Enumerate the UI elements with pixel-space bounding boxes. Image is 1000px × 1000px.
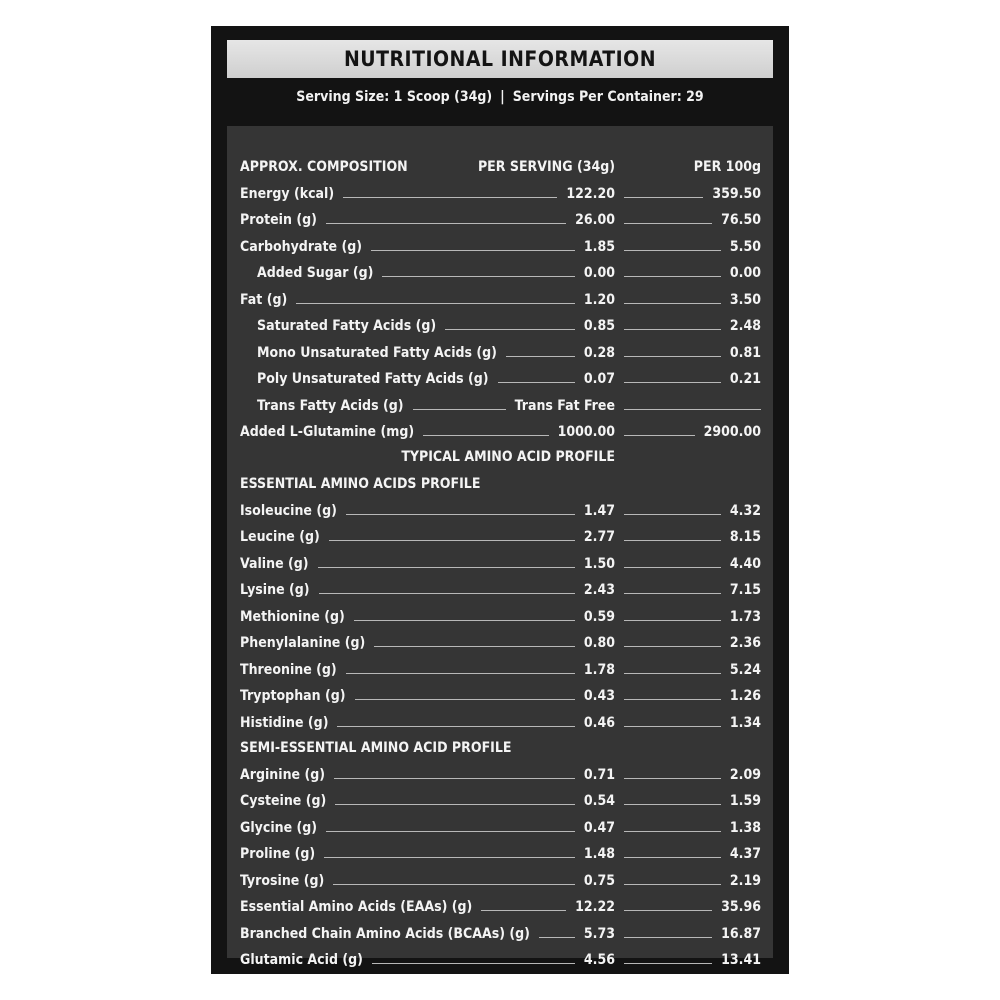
leader-line xyxy=(371,250,575,251)
per-serving-value: 0.07 xyxy=(583,371,615,388)
per-serving-value: 0.85 xyxy=(583,318,615,335)
servings-per-container: Servings Per Container: 29 xyxy=(512,89,704,105)
per-serving-value: 1.47 xyxy=(583,503,615,519)
leader-line xyxy=(624,910,712,911)
per-serving-value: 0.46 xyxy=(583,714,615,731)
per-100g-value: 1.38 xyxy=(729,819,761,836)
leader-line xyxy=(539,937,575,938)
row-label: Fat (g) xyxy=(240,291,288,308)
per-100g-value: 1.26 xyxy=(729,688,761,705)
leader-line xyxy=(624,673,721,674)
row-label: Branched Chain Amino Acids (BCAAs) (g) xyxy=(240,925,530,942)
per-serving-value: 12.22 xyxy=(575,899,615,916)
leader-line xyxy=(624,409,761,410)
per-serving-value: 2.43 xyxy=(583,582,615,599)
row-label: Saturated Fatty Acids (g) xyxy=(257,318,437,335)
table-row xyxy=(227,841,773,868)
leader-line xyxy=(506,356,575,357)
leader-line xyxy=(374,646,575,647)
row-label: Arginine (g) xyxy=(240,767,325,783)
leader-line xyxy=(413,409,506,410)
per-100g-value: 2.09 xyxy=(729,767,761,783)
leader-line xyxy=(355,699,575,700)
per-100g-value: 16.87 xyxy=(721,925,761,942)
per-serving-value: 122.20 xyxy=(566,186,615,202)
table-row xyxy=(227,921,773,948)
leader-line xyxy=(624,276,721,277)
per-serving-value: 1.78 xyxy=(583,661,615,678)
table-row xyxy=(227,788,773,815)
leader-line xyxy=(624,197,703,198)
per-100g-value: 1.73 xyxy=(729,608,761,625)
serving-separator: | xyxy=(500,89,505,105)
table-row xyxy=(227,260,773,287)
per-serving-value: 0.00 xyxy=(583,265,615,282)
per-serving-value: 0.80 xyxy=(583,635,615,652)
table-row xyxy=(227,524,773,551)
table-row xyxy=(227,393,773,420)
leader-line xyxy=(624,567,721,568)
row-label: Glycine (g) xyxy=(240,819,318,836)
row-label: Tryptophan (g) xyxy=(240,688,346,705)
leader-line xyxy=(624,540,721,541)
leader-line xyxy=(372,963,575,964)
row-label: Added Sugar (g) xyxy=(257,265,374,282)
row-label: Methionine (g) xyxy=(240,608,345,625)
leader-line xyxy=(481,910,566,911)
per-100g-value: 4.40 xyxy=(729,555,761,572)
leader-line xyxy=(329,540,575,541)
leader-line xyxy=(296,303,575,304)
per-100g-value: 0.21 xyxy=(729,371,761,388)
row-label: Poly Unsaturated Fatty Acids (g) xyxy=(257,371,489,388)
table-row xyxy=(227,683,773,710)
table-row xyxy=(227,630,773,657)
table-row xyxy=(227,419,773,446)
per-100g-value: 13.41 xyxy=(721,952,761,969)
row-label: Carbohydrate (g) xyxy=(240,238,363,255)
leader-line xyxy=(326,223,566,224)
row-label: Isoleucine (g) xyxy=(240,503,337,519)
per-100g-value: 35.96 xyxy=(721,899,761,916)
leader-line xyxy=(335,804,575,805)
leader-line xyxy=(624,699,721,700)
per-serving-value: 0.59 xyxy=(583,608,615,625)
per-serving-value: 0.75 xyxy=(583,872,615,889)
semi-essential-section-row xyxy=(227,735,773,762)
per-serving-value: 1.48 xyxy=(583,846,615,863)
row-label: Phenylalanine (g) xyxy=(240,635,366,652)
leader-line xyxy=(337,726,574,727)
per-serving-value: 0.47 xyxy=(583,819,615,836)
row-label: Threonine (g) xyxy=(240,661,337,678)
leader-line xyxy=(445,329,575,330)
leader-line xyxy=(624,804,721,805)
row-label: Trans Fatty Acids (g) xyxy=(257,397,404,414)
per-serving-value: 1.50 xyxy=(583,555,615,572)
leader-line xyxy=(346,514,575,515)
row-label: Essential Amino Acids (EAAs) (g) xyxy=(240,899,473,916)
header-composition: APPROX. COMPOSITION xyxy=(240,159,408,175)
table-row xyxy=(227,815,773,842)
per-100g-value: 359.50 xyxy=(712,186,761,202)
leader-line xyxy=(498,382,575,383)
leader-line xyxy=(319,593,575,594)
per-serving-value: 4.56 xyxy=(583,952,615,969)
header-per-100g: PER 100g xyxy=(693,159,761,175)
table-row xyxy=(227,947,773,974)
row-label: Energy (kcal) xyxy=(240,186,335,202)
table-row xyxy=(227,551,773,578)
leader-line xyxy=(624,514,721,515)
leader-line xyxy=(624,593,721,594)
row-label: Mono Unsaturated Fatty Acids (g) xyxy=(257,344,497,361)
leader-line xyxy=(354,620,575,621)
per-serving-value: 26.00 xyxy=(575,212,615,229)
per-100g-value: 2.36 xyxy=(729,635,761,652)
leader-line xyxy=(624,646,721,647)
leader-line xyxy=(624,303,721,304)
per-serving-value: 0.71 xyxy=(583,767,615,783)
row-label: Histidine (g) xyxy=(240,714,329,731)
per-100g-value: 0.00 xyxy=(729,265,761,282)
table-header-row xyxy=(227,154,773,181)
row-label: Proline (g) xyxy=(240,846,316,863)
per-serving-value: 1000.00 xyxy=(557,424,615,441)
table-row xyxy=(227,181,773,208)
leader-line xyxy=(324,857,575,858)
per-serving-value: 5.73 xyxy=(583,925,615,942)
per-serving-value: 1.20 xyxy=(583,291,615,308)
per-serving-value: Trans Fat Free xyxy=(514,397,615,414)
title-bar xyxy=(227,40,773,78)
leader-line xyxy=(624,382,721,383)
per-100g-value: 1.34 xyxy=(729,714,761,731)
table-row xyxy=(227,710,773,737)
row-label: Valine (g) xyxy=(240,555,309,572)
leader-line xyxy=(624,620,721,621)
leader-line xyxy=(624,857,721,858)
per-serving-value: 1.85 xyxy=(583,238,615,255)
serving-info xyxy=(211,89,789,105)
table-row xyxy=(227,366,773,393)
per-100g-value: 4.32 xyxy=(729,503,761,519)
row-label: Lysine (g) xyxy=(240,582,310,599)
leader-line xyxy=(624,223,712,224)
row-label: Glutamic Acid (g) xyxy=(240,952,363,969)
leader-line xyxy=(334,778,575,779)
leader-line xyxy=(318,567,575,568)
row-label: Tyrosine (g) xyxy=(240,872,325,889)
table-row xyxy=(227,762,773,789)
per-100g-value: 2900.00 xyxy=(703,424,761,441)
per-serving-value: 0.43 xyxy=(583,688,615,705)
row-label: Added L-Glutamine (mg) xyxy=(240,424,415,441)
table-row xyxy=(227,868,773,895)
table-row xyxy=(227,657,773,684)
table-row xyxy=(227,234,773,261)
leader-line xyxy=(624,329,721,330)
table-row xyxy=(227,577,773,604)
amino-profile-title: TYPICAL AMINO ACID PROFILE xyxy=(401,449,615,465)
per-100g-value: 2.19 xyxy=(729,872,761,889)
leader-line xyxy=(346,673,575,674)
leader-line xyxy=(624,356,721,357)
per-100g-value: 76.50 xyxy=(721,212,761,229)
leader-line xyxy=(624,726,721,727)
leader-line xyxy=(624,831,721,832)
per-100g-value: 7.15 xyxy=(729,582,761,599)
table-row xyxy=(227,287,773,314)
per-serving-value: 2.77 xyxy=(583,529,615,546)
serving-size: Serving Size: 1 Scoop (34g) xyxy=(296,89,493,105)
per-100g-value: 5.24 xyxy=(729,661,761,678)
table-row xyxy=(227,313,773,340)
page-title: NUTRITIONAL INFORMATION xyxy=(343,47,657,71)
per-100g-value: 1.59 xyxy=(729,793,761,810)
table-row xyxy=(227,498,773,525)
nutrition-panel xyxy=(211,26,789,974)
per-serving-value: 0.28 xyxy=(583,344,615,361)
leader-line xyxy=(624,937,712,938)
leader-line xyxy=(343,197,557,198)
per-serving-value: 0.54 xyxy=(583,793,615,810)
per-100g-value: 0.81 xyxy=(729,344,761,361)
essential-section-title: ESSENTIAL AMINO ACIDS PROFILE xyxy=(240,476,481,492)
row-label: Cysteine (g) xyxy=(240,793,327,810)
header-per-serving: PER SERVING (34g) xyxy=(477,159,615,175)
per-100g-value: 2.48 xyxy=(729,318,761,335)
semi-essential-section-title: SEMI-ESSENTIAL AMINO ACID PROFILE xyxy=(240,740,512,756)
per-100g-value: 3.50 xyxy=(729,291,761,308)
per-100g-value: 5.50 xyxy=(729,238,761,255)
leader-line xyxy=(624,884,721,885)
table-row xyxy=(227,604,773,631)
leader-line xyxy=(624,778,721,779)
leader-line xyxy=(624,435,695,436)
row-label: Protein (g) xyxy=(240,212,317,229)
amino-profile-row xyxy=(227,444,773,471)
table-row xyxy=(227,207,773,234)
leader-line xyxy=(333,884,575,885)
essential-section-row xyxy=(227,471,773,498)
leader-line xyxy=(326,831,575,832)
leader-line xyxy=(423,435,549,436)
row-label: Leucine (g) xyxy=(240,529,320,546)
leader-line xyxy=(624,250,721,251)
leader-line xyxy=(624,963,712,964)
per-100g-value: 4.37 xyxy=(729,846,761,863)
table-row xyxy=(227,894,773,921)
leader-line xyxy=(382,276,575,277)
table-row xyxy=(227,340,773,367)
nutrition-table xyxy=(227,126,773,969)
per-100g-value: 8.15 xyxy=(729,529,761,546)
